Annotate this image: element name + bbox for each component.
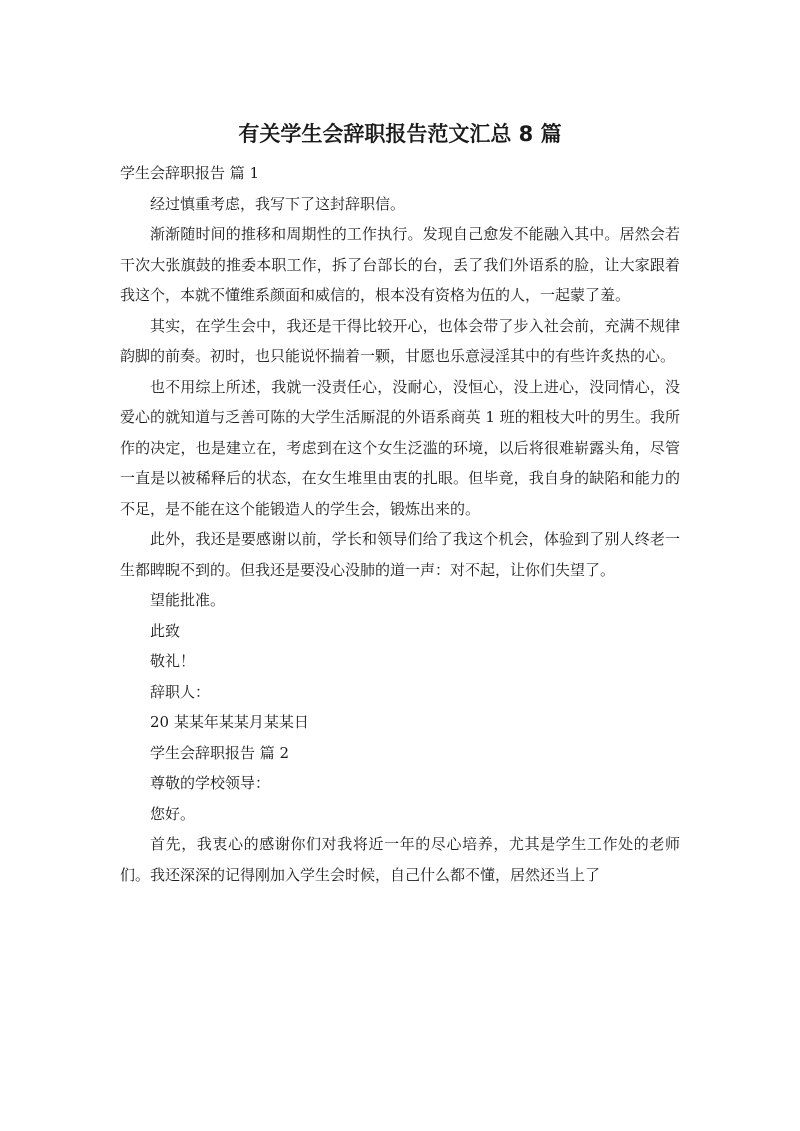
greeting-line: 尊敬的学校领导： [150,774,271,792]
closing-request: 望能批准。 [150,591,226,609]
closing-respect: 敬礼！ [150,652,196,670]
signature-label: 辞职人： [150,682,211,701]
section-heading-1: 学生会辞职报告 篇 1 [120,164,260,182]
greeting-hello: 您好。 [150,804,196,823]
section-heading-2: 学生会辞职报告 篇 2 [150,743,290,762]
document-title: 有关学生会辞职报告范文汇总 8 篇 [238,122,562,146]
paragraph: 渐渐随时间的推移和周期性的工作执行。发现自己愈发不能融入其中。居然会若干次大张旗鼓的推委本职工作，拆了台部长的台，丢了我们外语系的脸，让大家跟着我这个，本就不懂维系颜面和威信的，根本没有资格为伍的人，一起蒙了羞。 [120,225,680,304]
paragraph: 此外，我还是要感谢以前，学长和领导们给了我这个机会，体验到了别人终老一生都睥睨不到的。但我还是要没心没肺的道一声：对不起，让你们失望了。 [120,530,680,579]
document-body [120,158,680,890]
date-line: 20 某某年某某月某某日 [150,713,309,731]
closing-salutation: 此致 [150,621,181,640]
paragraph: 首先，我衷心的感谢你们对我将近一年的尽心培养，尤其是学生工作处的老师们。我还深深的记得刚加入学生会时候，自己什么都不懂，居然还当上了 [120,835,680,884]
paragraph: 经过慎重考虑，我写下了这封辞职信。 [150,194,406,213]
paragraph: 也不用综上所述，我就一没责任心，没耐心，没恒心，没上进心，没同情心，没爱心的就知道与乏善可陈的大学生活厮混的外语系商英 1 班的粗枝大叶的男生。我所作的决定，也是建立在，考虑到在这个女生泛滥的环境，以后将很难崭露头角，尽管一直是以被稀释后的状态，在女生堆里由衷的扎眼。但毕竟，我自身的缺陷和能力的不足，是不能在这个能锻造人的学生会，锻炼出来的。 [120,377,680,518]
paragraph: 其实，在学生会中，我还是干得比较开心，也体会带了步入社会前，充满不规律韵脚的前奏。初时，也只能说怀揣着一颗，甘愿也乐意浸淫其中的有些许炙热的心。 [120,316,680,365]
